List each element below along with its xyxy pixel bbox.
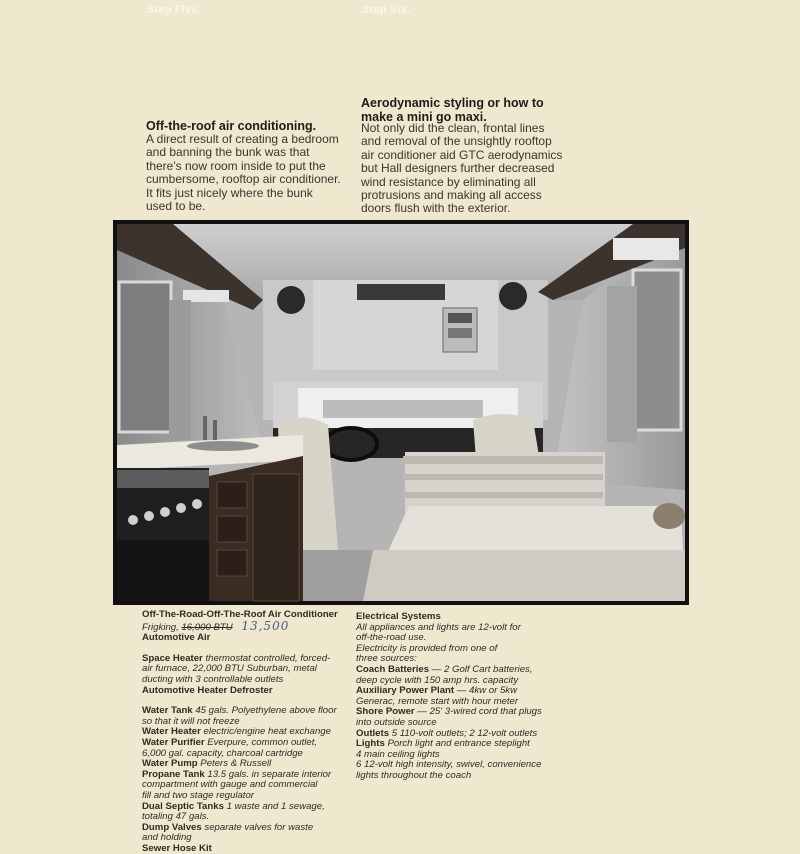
- specs-right: [356, 612, 542, 782]
- spec-water-heater-desc: electric/engine heat exchange: [203, 726, 331, 738]
- right-body: [361, 122, 562, 216]
- spec-space-heater-desc: ducting with 3 controllable outlets: [142, 673, 284, 685]
- spec-batteries-desc: — 2 Golf Cart batteries,: [431, 663, 533, 675]
- interior-photo: [113, 220, 689, 605]
- right-body-line: doors flush with the exterior.: [361, 201, 511, 216]
- spec-dump-valves-desc: separate valves for waste: [204, 821, 314, 833]
- spec-outlets-title: Outlets: [356, 727, 390, 739]
- left-body: [146, 133, 341, 213]
- left-body-line: A direct result of creating a bedroom: [146, 132, 339, 146]
- spec-pump-title: Water Pump: [142, 758, 198, 770]
- right-body-line: but Hall designers further decreased: [361, 161, 555, 176]
- right-body-line: wind resistance by eliminating all: [361, 174, 536, 189]
- spec-aux-power-desc: — 4kw or 5kw: [456, 685, 518, 697]
- right-body-line: and removal of the unsightly rooftop: [361, 134, 552, 149]
- right-body-line: air conditioner aid GTC aerodynamics: [361, 147, 563, 162]
- right-body-line: Not only did the clean, frontal lines: [361, 121, 545, 135]
- spec-propane-desc: 13.5 gals. in separate interior: [207, 768, 332, 780]
- spec-shore-power-desc: into outside source: [356, 716, 437, 728]
- spec-dump-valves-title: Dump Valves: [142, 821, 202, 833]
- spec-air-conditioner-title: Off-The-Road-Off-The-Roof Air Conditioner: [142, 609, 338, 620]
- spec-shore-power-title: Shore Power: [356, 706, 415, 718]
- spec-defroster: Automotive Heater Defroster: [142, 684, 273, 696]
- spec-electrical-title: Electrical Systems: [356, 611, 441, 622]
- spec-lights-desc: Porch light and entrance steplight: [387, 738, 530, 750]
- left-body-line: cumbersome, rooftop air conditioner.: [146, 172, 341, 187]
- right-body-line: protrusions and making all access: [361, 188, 542, 203]
- spec-air-desc-prefix: Frigking,: [142, 621, 179, 633]
- spec-batteries-desc: deep cycle with 150 amp hrs. capacity: [356, 674, 519, 686]
- spec-space-heater-desc: air furnace, 22,000 BTU Suburban, metal: [142, 663, 317, 675]
- spec-space-heater-title: Space Heater: [142, 652, 203, 664]
- spec-lights-desc: lights throughout the coach: [356, 769, 472, 781]
- spec-space-heater-desc: thermostat controlled, forced-: [205, 652, 331, 664]
- spec-water-heater-title: Water Heater: [142, 726, 201, 738]
- spec-septic-desc: totaling 47 gals.: [142, 811, 210, 823]
- spec-outlets-desc: 5 110-volt outlets; 2 12-volt outlets: [391, 727, 538, 739]
- left-body-line: there's now room inside to put the: [146, 158, 326, 173]
- spec-purifier-desc: Everpure, common outlet,: [207, 736, 318, 748]
- spec-septic-desc: 1 waste and 1 sewage,: [226, 800, 325, 812]
- right-heading-line: make a mini go maxi.: [361, 110, 487, 124]
- spec-electrical-desc: three sources:: [356, 653, 417, 665]
- spec-propane-desc: fill and two stage regulator: [142, 789, 254, 801]
- left-body-line: used to be.: [146, 199, 206, 214]
- spec-lights-desc: 4 main ceiling lights: [356, 748, 440, 760]
- spec-purifier-desc: 6,000 gal. capacity, charcoal cartridge: [142, 747, 303, 759]
- spec-sewer-hose: Sewer Hose Kit: [142, 842, 212, 854]
- spec-pump-desc: Peters & Russell: [200, 758, 272, 770]
- step-six-label: Step Six.: [362, 4, 411, 16]
- spec-electrical-desc: Electricity is provided from one of: [356, 642, 498, 654]
- spec-propane-desc: compartment with gauge and commercial: [142, 779, 318, 791]
- interior-photo-drawing: [113, 220, 689, 605]
- spec-aux-power-desc: Generac, remote start with hour meter: [356, 695, 519, 707]
- spec-electrical-desc: off-the-road use.: [356, 632, 427, 644]
- right-heading: [361, 96, 544, 124]
- step-five-label: Step Five.: [147, 4, 201, 16]
- handwritten-btu-note: 13,500: [241, 618, 290, 633]
- spec-automotive-air: Automotive Air: [142, 632, 211, 644]
- spec-propane-title: Propane Tank: [142, 768, 205, 780]
- right-heading-line: Aerodynamic styling or how to: [361, 96, 544, 110]
- left-heading: Off-the-roof air conditioning.: [146, 119, 317, 133]
- spec-aux-power-title: Auxiliary Power Plant: [356, 685, 455, 697]
- spec-dump-valves-desc: and holding: [142, 832, 192, 844]
- spec-batteries-title: Coach Batteries: [356, 663, 430, 675]
- spec-water-tank-desc: 45 gals. Polyethylene above floor: [195, 705, 337, 717]
- spec-water-tank-desc: so that it will not freeze: [142, 715, 240, 727]
- spec-purifier-title: Water Purifier: [142, 736, 205, 748]
- spec-air-struck-value: 16,000 BTU: [181, 621, 233, 633]
- spec-lights-desc: 6 12-volt high intensity, swivel, convenience: [356, 759, 542, 771]
- spec-shore-power-desc: — 25' 3-wired cord that plugs: [417, 706, 542, 718]
- specs-left: [142, 610, 338, 854]
- spec-septic-title: Dual Septic Tanks: [142, 800, 224, 812]
- left-body-line: and banning the bunk was that: [146, 145, 310, 160]
- spec-electrical-desc: All appliances and lights are 12-volt for: [356, 621, 521, 633]
- spec-water-tank-title: Water Tank: [142, 705, 193, 717]
- spec-lights-title: Lights: [356, 738, 385, 750]
- left-body-line: It fits just nicely where the bunk: [146, 185, 313, 200]
